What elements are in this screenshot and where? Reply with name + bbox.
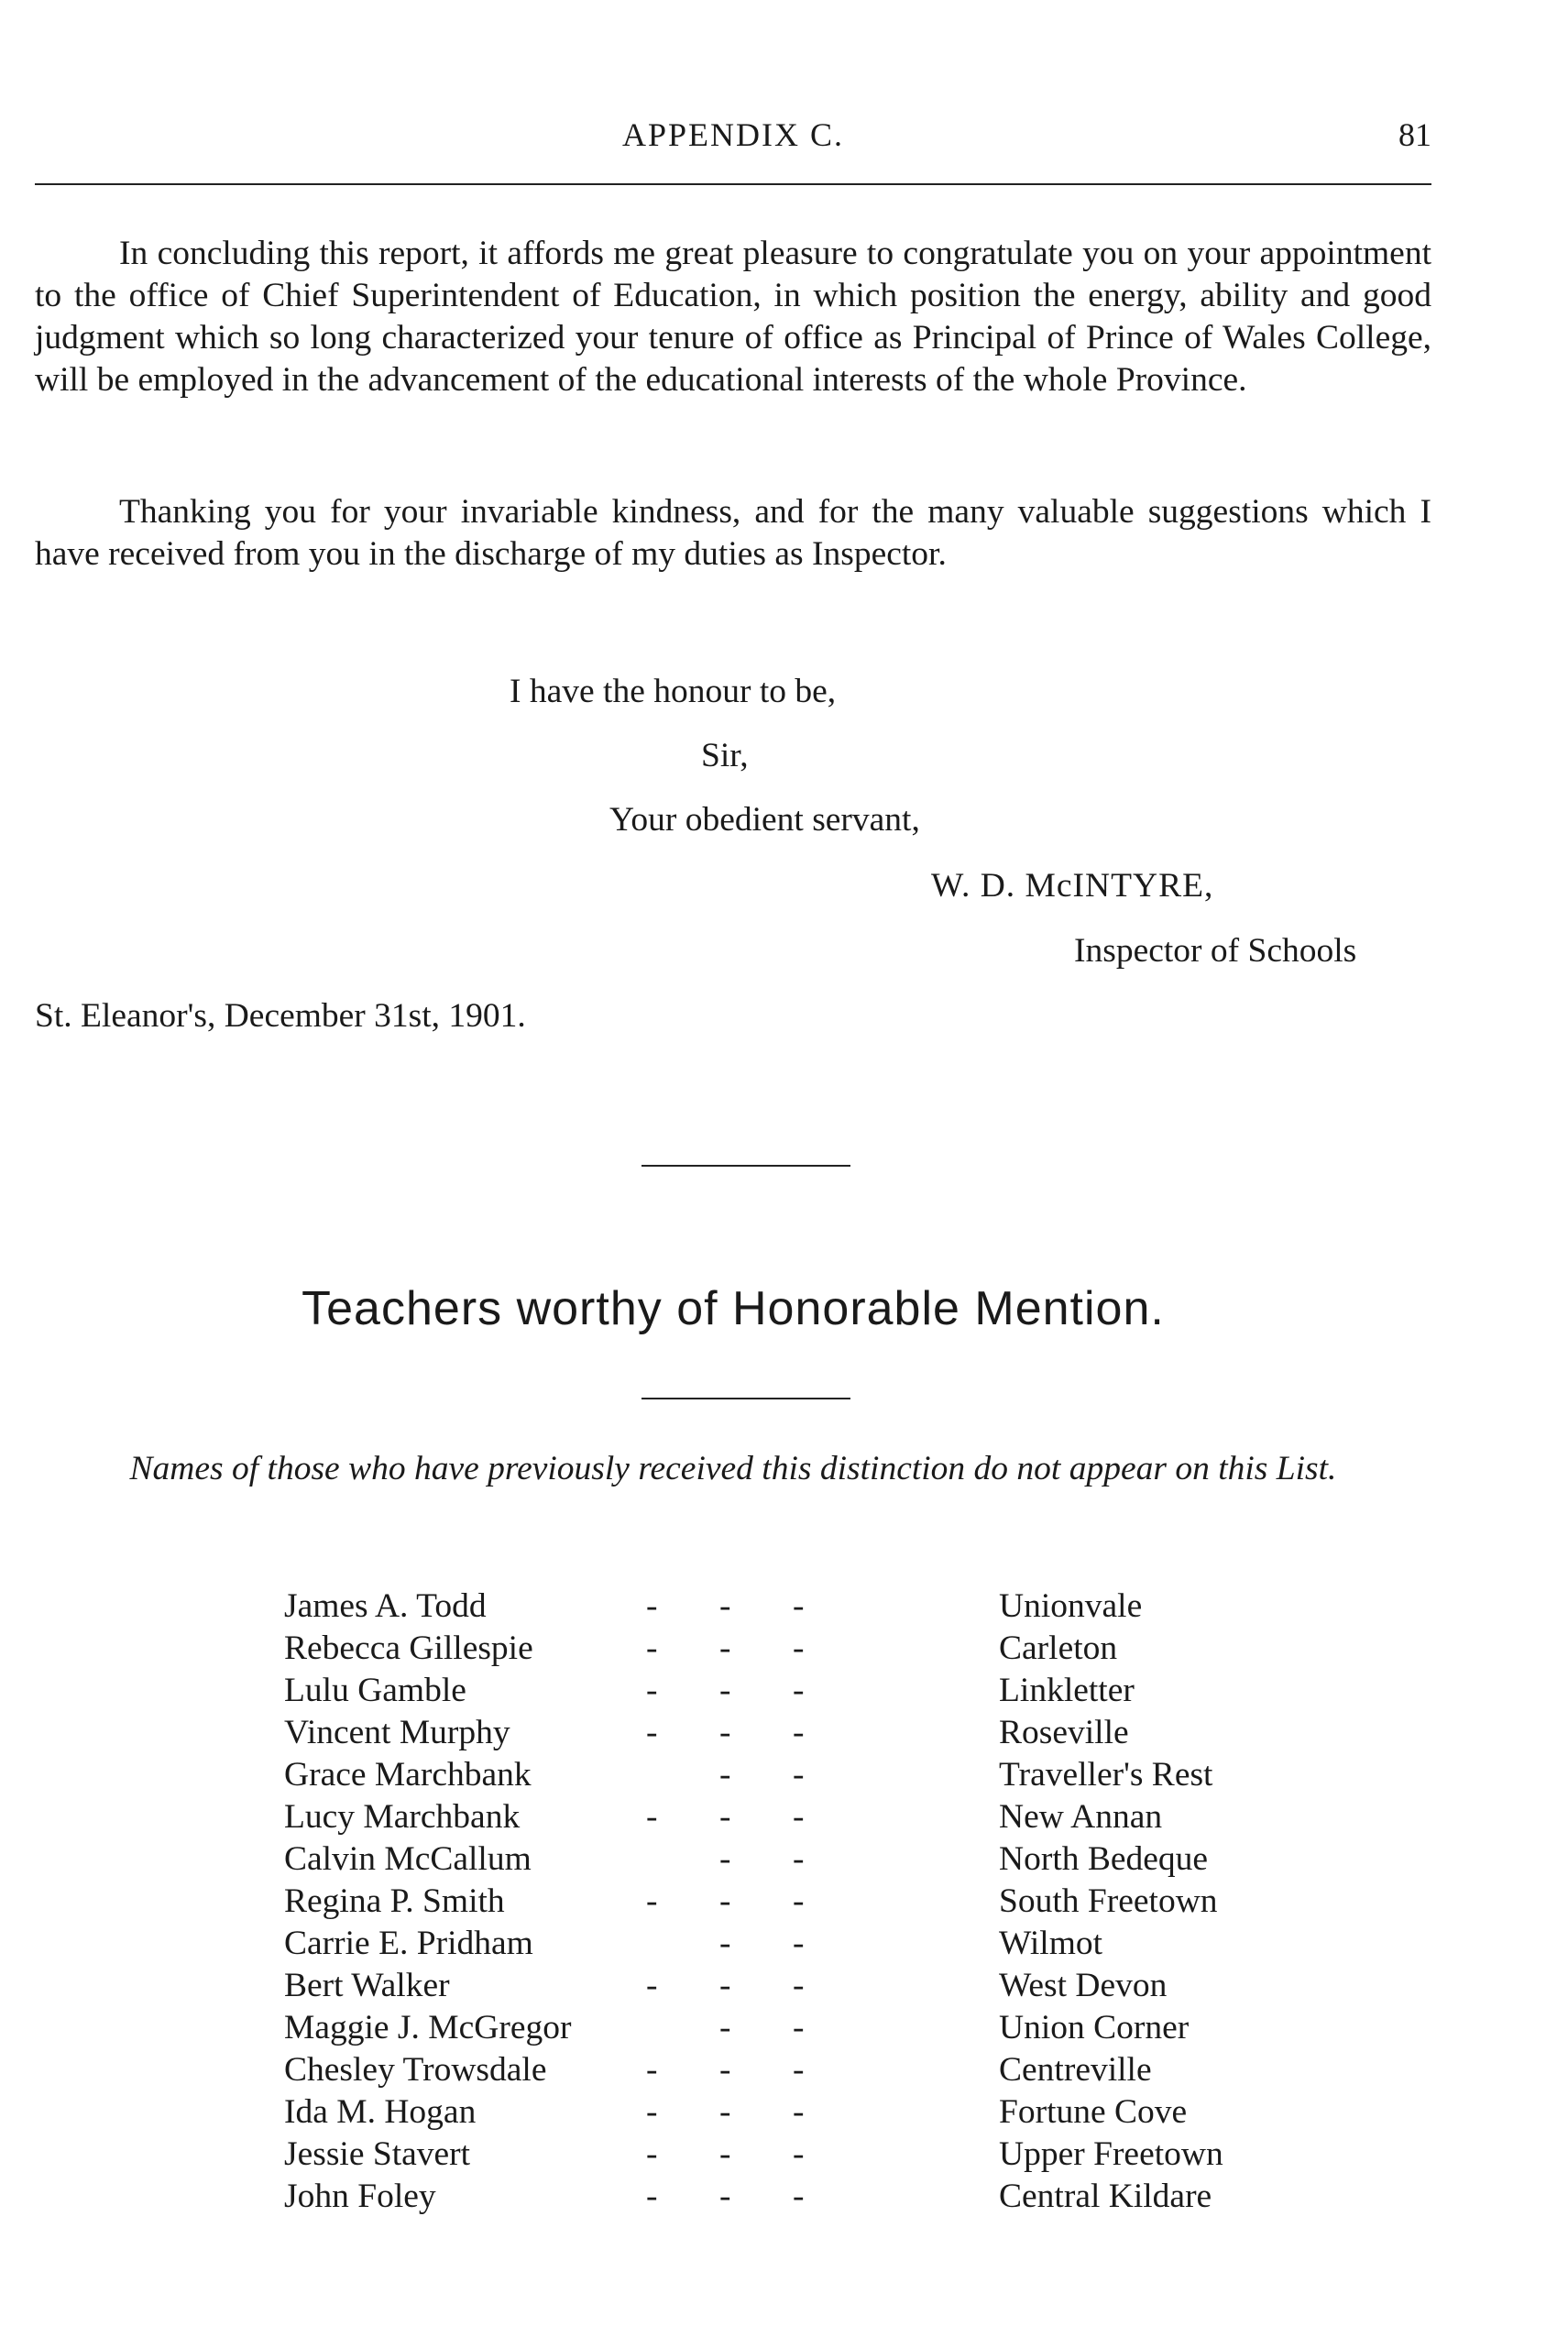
leader-dash: - [793,2178,805,2215]
school-place: Wilmot [999,1925,1103,1962]
teacher-name: John Foley [284,2178,436,2215]
school-place: Union Corner [999,2009,1190,2046]
page-header [35,108,1431,163]
list-item [284,2007,1329,2049]
leader-dash: - [793,1882,805,1920]
leader-dash: - [793,1714,805,1751]
teacher-name: Carrie E. Pridham [284,1925,533,1962]
list-item [284,1628,1329,1670]
teacher-name: James A. Todd [284,1587,487,1625]
list-item [284,2134,1329,2176]
leader-dash: - [793,2135,805,2173]
running-title: APPENDIX C. [621,116,845,153]
teacher-name: Grace Marchbank [284,1756,532,1794]
signature-title: Inspector of Schools [1074,932,1357,970]
leader-dash: - [793,1967,805,2004]
report-paragraph-2-text: Thanking you for your invariable kindness, and for the many valuable suggestions which I have received from you in the discharge of my duties as Inspector. [35,493,1431,573]
leader-dash: - [719,1798,731,1836]
leader-dash: - [719,1629,731,1667]
leader-dash: - [793,1629,805,1667]
teacher-name: Chesley Trowsdale [284,2051,547,2089]
leader-dash: - [719,1882,731,1920]
list-item [284,1965,1329,2007]
list-item [284,2091,1329,2134]
list-item [284,1881,1329,1923]
teacher-name: Lucy Marchbank [284,1798,521,1836]
list-item [284,2176,1329,2218]
closing-servant: Your obedient servant, [609,801,920,839]
leader-dash: - [646,2093,658,2131]
leader-dash: - [646,1629,658,1667]
leader-dash: - [719,2051,731,2089]
school-place: West Devon [999,1967,1168,2004]
leader-dash: - [719,2135,731,2173]
list-note: Names of those who have previously received this distinction do not appear on this List. [129,1450,1337,1487]
leader-dash: - [719,1840,731,1878]
leader-dash: - [646,2051,658,2089]
leader-dash: - [719,2009,731,2046]
leader-dash: - [646,1882,658,1920]
leader-dash: - [793,1840,805,1878]
school-place: Roseville [999,1714,1129,1751]
school-place: Fortune Cove [999,2093,1188,2131]
leader-dash: - [793,2051,805,2089]
closing-honour: I have the honour to be, [510,673,837,710]
place-date: St. Eleanor's, December 31st, 1901. [35,997,526,1035]
leader-dash: - [646,1967,658,2004]
leader-dash: - [793,1672,805,1709]
school-place: South Freetown [999,1882,1218,1920]
leader-dash: - [793,1756,805,1794]
teacher-name: Regina P. Smith [284,1882,505,1920]
list-item [284,1670,1329,1712]
list-item [284,1923,1329,1965]
school-place: Centreville [999,2051,1152,2089]
leader-dash: - [719,1756,731,1794]
school-place: New Annan [999,1798,1163,1836]
teacher-name: Maggie J. McGregor [284,2009,572,2046]
page-number: 81 [1398,116,1431,153]
report-paragraph-1-text: In concluding this report, it affords me great pleasure to congratulate you on your appointment to the office of Chief Superintendent of Education, in which position the energy, ability and good judgment which so long characterized your tenure of office as Principal of Prince of Wales College, will be employed in the advancement of the educational interests of the whole Province. [35,235,1431,399]
list-item [284,1712,1329,1754]
teacher-name: Lulu Gamble [284,1672,466,1709]
signature-name: W. D. McINTYRE, [931,867,1214,905]
list-item [284,1838,1329,1881]
list-item [284,2049,1329,2091]
teacher-name: Vincent Murphy [284,1714,510,1751]
leader-dash: - [719,2178,731,2215]
school-place: Unionvale [999,1587,1143,1625]
school-place: Traveller's Rest [999,1756,1213,1794]
closing-salutation: Sir, [701,737,749,774]
leader-dash: - [719,1925,731,1962]
teacher-name: Calvin McCallum [284,1840,532,1878]
teacher-name: Ida M. Hogan [284,2093,477,2131]
leader-dash: - [793,1798,805,1836]
leader-dash: - [719,1714,731,1751]
section-heading: Teachers worthy of Honorable Mention. [302,1282,1165,1335]
list-item [284,1754,1329,1796]
school-place: Upper Freetown [999,2135,1223,2173]
leader-dash: - [646,2178,658,2215]
section-divider-top [641,1165,850,1167]
leader-dash: - [719,2093,731,2131]
header-rule [35,183,1431,185]
leader-dash: - [719,1672,731,1709]
leader-dash: - [646,1798,658,1836]
school-place: Carleton [999,1629,1118,1667]
leader-dash: - [646,1714,658,1751]
school-place: Linkletter [999,1672,1135,1709]
teacher-name: Bert Walker [284,1967,450,2004]
leader-dash: - [646,2135,658,2173]
leader-dash: - [719,1967,731,2004]
leader-dash: - [646,1587,658,1625]
list-item [284,1585,1329,1628]
school-place: North Bedeque [999,1840,1209,1878]
section-divider-bottom [641,1398,850,1399]
leader-dash: - [793,1587,805,1625]
leader-dash: - [646,1672,658,1709]
teacher-name: Rebecca Gillespie [284,1629,533,1667]
leader-dash: - [719,1587,731,1625]
honor-list [284,1585,1329,2218]
leader-dash: - [793,1925,805,1962]
school-place: Central Kildare [999,2178,1212,2215]
leader-dash: - [793,2093,805,2131]
report-paragraph-1 [35,233,1431,401]
list-item [284,1796,1329,1838]
leader-dash: - [793,2009,805,2046]
report-paragraph-2 [35,491,1431,576]
teacher-name: Jessie Stavert [284,2135,471,2173]
